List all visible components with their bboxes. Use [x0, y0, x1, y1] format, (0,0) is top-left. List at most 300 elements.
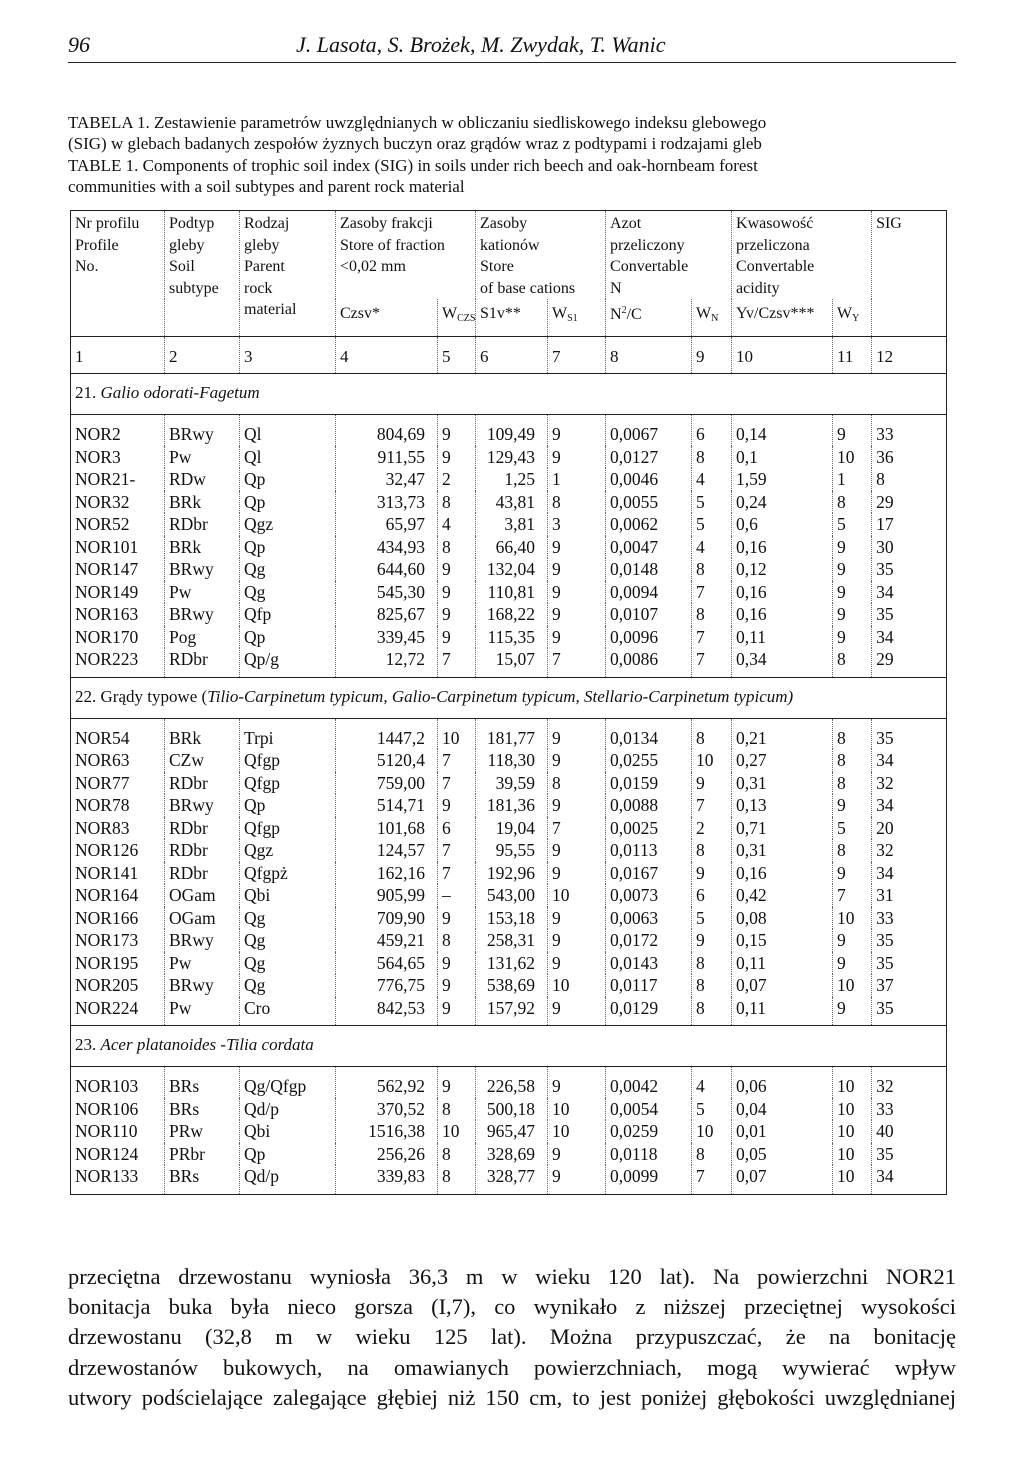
table-cell: 0,04 [732, 1098, 833, 1121]
table-cell: 9 [692, 772, 732, 795]
table-cell: 7 [548, 817, 606, 840]
table-cell: 7 [833, 884, 872, 907]
table-cell: NOR32 [71, 491, 165, 514]
table-row [71, 772, 947, 795]
table-cell: Pw [165, 997, 240, 1026]
section-title-italic: Tilio-Carpinetum typicum, Galio-Carpinetum typicum, Stellario-Carpinetum typicum) [207, 686, 794, 706]
section-number: 23. [75, 1035, 97, 1054]
table-cell: RDw [165, 468, 240, 491]
table-cell: 8 [438, 536, 476, 559]
table-cell: NOR141 [71, 862, 165, 885]
table-cell: 35 [872, 952, 947, 975]
table-cell: 8 [692, 718, 732, 749]
column-number: 2 [165, 337, 240, 374]
table-cell: 5 [833, 817, 872, 840]
table-cell: 1516,38 [336, 1120, 438, 1143]
table-cell: 0,0143 [606, 952, 692, 975]
table-cell: 9 [833, 558, 872, 581]
table-cell: 434,93 [336, 536, 438, 559]
table-cell: 9 [833, 581, 872, 604]
table-cell: 9 [548, 952, 606, 975]
table-cell: 0,0088 [606, 794, 692, 817]
table-cell: 1,59 [732, 468, 833, 491]
table-cell: NOR21- [71, 468, 165, 491]
table-cell: 0,11 [732, 952, 833, 975]
table-cell: 0,0073 [606, 884, 692, 907]
table-cell: 709,90 [336, 907, 438, 930]
table-cell: NOR205 [71, 974, 165, 997]
table-cell: RDbr [165, 772, 240, 795]
column-number: 8 [606, 337, 692, 374]
table-cell: 131,62 [476, 952, 548, 975]
table-cell: NOR163 [71, 603, 165, 626]
caption-line: TABELA 1. Zestawienie parametrów uwzględnianych w obliczaniu siedliskowego indeksu glebowego [68, 113, 767, 132]
table-cell: 9 [833, 415, 872, 446]
table-cell: Qg [240, 581, 336, 604]
table-cell: 0,31 [732, 839, 833, 862]
table-cell: 8 [692, 974, 732, 997]
table-cell: 0,05 [732, 1143, 833, 1166]
section-number: 21. [75, 383, 97, 402]
table-cell: 35 [872, 1143, 947, 1166]
table-cell: 10 [833, 1165, 872, 1194]
table-cell: 564,65 [336, 952, 438, 975]
table-cell: 7 [438, 749, 476, 772]
table-cell: 9 [548, 907, 606, 930]
table-cell: 124,57 [336, 839, 438, 862]
table-cell: 0,11 [732, 626, 833, 649]
table-cell: NOR78 [71, 794, 165, 817]
table-cell: 10 [438, 1120, 476, 1143]
table-cell: 35 [872, 929, 947, 952]
table-cell: 0,0025 [606, 817, 692, 840]
header-czsv: Czsv* [336, 299, 438, 337]
table-cell: 9 [692, 929, 732, 952]
table-cell: 0,21 [732, 718, 833, 749]
table-cell: BRk [165, 536, 240, 559]
table-cell: NOR149 [71, 581, 165, 604]
table-cell: Pw [165, 446, 240, 469]
table-cell: 459,21 [336, 929, 438, 952]
table-cell: BRk [165, 491, 240, 514]
table-cell: 0,1 [732, 446, 833, 469]
table-cell: 7 [692, 648, 732, 677]
table-row [71, 839, 947, 862]
table-cell: Qp [240, 626, 336, 649]
table-cell: 911,55 [336, 446, 438, 469]
table-row [71, 446, 947, 469]
header-n2c: $N^2/C$ [606, 299, 692, 337]
table-cell: 0,0127 [606, 446, 692, 469]
table-caption [68, 112, 956, 197]
table-cell: 9 [833, 626, 872, 649]
table-cell: NOR147 [71, 558, 165, 581]
table-cell: 8 [548, 772, 606, 795]
table-cell: 7 [692, 626, 732, 649]
table-cell: 9 [833, 952, 872, 975]
table-cell: NOR166 [71, 907, 165, 930]
table-cell: 9 [833, 997, 872, 1026]
table-cell: 8 [833, 749, 872, 772]
table-cell: 759,00 [336, 772, 438, 795]
table-cell: 6 [692, 884, 732, 907]
table-cell: 0,0046 [606, 468, 692, 491]
header-profile-no: Nr profilu Profile No. [71, 211, 165, 337]
table-cell: 8 [438, 1098, 476, 1121]
table-row [71, 1098, 947, 1121]
column-number: 9 [692, 337, 732, 374]
section-title-italic: Galio odorati-Fagetum [100, 383, 260, 402]
section-row [71, 1026, 947, 1067]
table-row [71, 997, 947, 1026]
table-cell: NOR63 [71, 749, 165, 772]
header-wczs: $W_{CZS}$ [438, 299, 476, 337]
table-cell: 31 [872, 884, 947, 907]
table-cell: 33 [872, 415, 947, 446]
table-cell: NOR3 [71, 446, 165, 469]
table-cell: NOR224 [71, 997, 165, 1026]
table-cell: 34 [872, 862, 947, 885]
table-cell: 36 [872, 446, 947, 469]
table-cell: 9 [438, 581, 476, 604]
table-cell: 0,31 [732, 772, 833, 795]
table-cell: 9 [548, 839, 606, 862]
table-cell: 5 [692, 513, 732, 536]
body-line: drzewostanu (32,8 m w wieku 125 lat). Można przypuszczać, że na bonitację [68, 1324, 956, 1350]
table-cell: 9 [833, 536, 872, 559]
table-row [71, 558, 947, 581]
table-cell: 8 [438, 491, 476, 514]
table-cell: 514,71 [336, 794, 438, 817]
table-cell: 0,15 [732, 929, 833, 952]
table-cell: Qg [240, 558, 336, 581]
table-cell: 0,27 [732, 749, 833, 772]
table-cell: 8 [438, 1143, 476, 1166]
table-row [71, 1165, 947, 1194]
table-cell: NOR2 [71, 415, 165, 446]
table-cell: 9 [833, 862, 872, 885]
table-cell: 9 [548, 626, 606, 649]
table-cell: 0,16 [732, 603, 833, 626]
table-header-row [71, 211, 947, 300]
table-cell: 0,0113 [606, 839, 692, 862]
table-row [71, 929, 947, 952]
table-cell: – [438, 884, 476, 907]
table-cell: 0,0129 [606, 997, 692, 1026]
table-cell: 40 [872, 1120, 947, 1143]
table-row [71, 1120, 947, 1143]
table-cell: Qp [240, 468, 336, 491]
table-row [71, 536, 947, 559]
header-soil-subtype: Podtyp gleby Soil subtype [165, 211, 240, 337]
table-cell: 33 [872, 907, 947, 930]
running-authors: J. Lasota, S. Brożek, M. Zwydak, T. Wanic [296, 32, 666, 57]
table-cell: Qgz [240, 513, 336, 536]
table-cell: 4 [692, 468, 732, 491]
table-cell: 7 [692, 1165, 732, 1194]
table-cell: 8 [833, 718, 872, 749]
table-row [71, 884, 947, 907]
table-cell: 4 [438, 513, 476, 536]
table-cell: 9 [438, 415, 476, 446]
caption-line: TABLE 1. Components of trophic soil index (SIG) in soils under rich beech and oak-hornbeam forest [68, 155, 758, 175]
table-cell: NOR126 [71, 839, 165, 862]
table-cell: 6 [692, 415, 732, 446]
table-cell: 5120,4 [336, 749, 438, 772]
table-row [71, 513, 947, 536]
table-cell: 0,16 [732, 581, 833, 604]
table-cell: 10 [833, 974, 872, 997]
table-cell: 8 [692, 603, 732, 626]
table-cell: 1 [833, 468, 872, 491]
table-cell: Qgz [240, 839, 336, 862]
column-number: 3 [240, 337, 336, 374]
table-cell: 9 [548, 718, 606, 749]
table-cell: 10 [833, 907, 872, 930]
table-cell: 543,00 [476, 884, 548, 907]
table-row [71, 862, 947, 885]
table-cell: 8 [692, 997, 732, 1026]
table-cell: 0,0099 [606, 1165, 692, 1194]
table-cell: 0,0172 [606, 929, 692, 952]
column-number: 5 [438, 337, 476, 374]
table-cell: 0,0062 [606, 513, 692, 536]
table-cell: 965,47 [476, 1120, 548, 1143]
table-cell: 37 [872, 974, 947, 997]
table-cell: 370,52 [336, 1098, 438, 1121]
table-cell: 6 [438, 817, 476, 840]
table-cell: 5 [692, 1098, 732, 1121]
table-cell: 5 [692, 491, 732, 514]
table-cell: 35 [872, 997, 947, 1026]
table-cell: 0,0107 [606, 603, 692, 626]
table-cell: 34 [872, 581, 947, 604]
table-cell: Qp [240, 794, 336, 817]
table-cell: 15,07 [476, 648, 548, 677]
table-cell: 0,0042 [606, 1067, 692, 1098]
table-cell: 0,0055 [606, 491, 692, 514]
table-cell: 32,47 [336, 468, 438, 491]
table-cell: 9 [438, 626, 476, 649]
table-cell: 0,0167 [606, 862, 692, 885]
header-wy: $W_Y$ [833, 299, 872, 337]
header-base-cations: Zasoby kationów Store of base cations [476, 211, 606, 300]
table-cell: BRs [165, 1165, 240, 1194]
table-cell: 34 [872, 749, 947, 772]
table-cell: NOR133 [71, 1165, 165, 1194]
table-row [71, 626, 947, 649]
table-cell: CZw [165, 749, 240, 772]
table-cell: 8 [833, 491, 872, 514]
table-row [71, 468, 947, 491]
table-cell: PRw [165, 1120, 240, 1143]
section-title [71, 677, 947, 718]
table-cell: BRwy [165, 974, 240, 997]
table-cell: 0,0255 [606, 749, 692, 772]
table-cell: 500,18 [476, 1098, 548, 1121]
table-cell: 17 [872, 513, 947, 536]
section-title [71, 374, 947, 415]
header-acidity: Kwasowość przeliczona Convertable acidity [732, 211, 872, 300]
table-cell: 9 [833, 929, 872, 952]
table-cell: 0,0117 [606, 974, 692, 997]
body-line: przeciętna drzewostanu wyniosła 36,3 m w wieku 120 lat). Na powierzchni NOR21 [68, 1264, 956, 1289]
table-cell: Qfgpż [240, 862, 336, 885]
table-cell: 101,68 [336, 817, 438, 840]
table-cell: 7 [438, 862, 476, 885]
table-cell: Qp [240, 536, 336, 559]
table-cell: 9 [692, 862, 732, 885]
column-number: 12 [872, 337, 947, 374]
table-row [71, 907, 947, 930]
table-cell: Qp/g [240, 648, 336, 677]
table-cell: Qp [240, 1143, 336, 1166]
table-cell: 5 [833, 513, 872, 536]
table-cell: 0,16 [732, 862, 833, 885]
section-number: 22. [75, 686, 97, 706]
column-number: 10 [732, 337, 833, 374]
table-cell: PRbr [165, 1143, 240, 1166]
table-cell: 9 [548, 929, 606, 952]
table-cell: 35 [872, 558, 947, 581]
table-cell: 9 [438, 952, 476, 975]
table-cell: 19,04 [476, 817, 548, 840]
table-cell: 7 [692, 794, 732, 817]
section-row [71, 677, 947, 718]
table-cell: 8 [692, 446, 732, 469]
table-cell: 9 [548, 1143, 606, 1166]
column-number: 1 [71, 337, 165, 374]
table-cell: 34 [872, 794, 947, 817]
table-row [71, 581, 947, 604]
column-number: 11 [833, 337, 872, 374]
table-cell: 7 [548, 648, 606, 677]
table-cell: 8 [872, 468, 947, 491]
table-cell: Qg [240, 907, 336, 930]
table-cell: 7 [438, 648, 476, 677]
table-cell: 825,67 [336, 603, 438, 626]
table-cell: 0,07 [732, 1165, 833, 1194]
table-cell: 9 [438, 446, 476, 469]
table-row [71, 952, 947, 975]
table-cell: 10 [833, 446, 872, 469]
table-cell: 8 [692, 558, 732, 581]
table-cell: 0,07 [732, 974, 833, 997]
table-cell: 0,0086 [606, 648, 692, 677]
table-cell: Pw [165, 581, 240, 604]
table-cell: 39,59 [476, 772, 548, 795]
table-cell: 8 [833, 772, 872, 795]
table-cell: 32 [872, 772, 947, 795]
table-row [71, 1067, 947, 1098]
table-cell: 7 [438, 839, 476, 862]
table-row [71, 749, 947, 772]
table-cell: 10 [833, 1067, 872, 1098]
table-row [71, 718, 947, 749]
table-cell: 905,99 [336, 884, 438, 907]
table-cell: 8 [692, 952, 732, 975]
caption-line: (SIG) w glebach badanych zespołów żyznych buczyn oraz grądów wraz z podtypami i rodzajami gleb [68, 134, 762, 154]
table-cell: 339,45 [336, 626, 438, 649]
table-cell: Qd/p [240, 1165, 336, 1194]
table-cell: RDbr [165, 862, 240, 885]
running-header [68, 30, 956, 63]
table-cell: 644,60 [336, 558, 438, 581]
table-cell: OGam [165, 907, 240, 930]
table-cell: Cro [240, 997, 336, 1026]
table-row [71, 1143, 947, 1166]
table-cell: 9 [548, 794, 606, 817]
table-cell: 0,0118 [606, 1143, 692, 1166]
table-cell: 0,0094 [606, 581, 692, 604]
table-cell: 226,58 [476, 1067, 548, 1098]
table-cell: 66,40 [476, 536, 548, 559]
table-cell: 9 [548, 997, 606, 1026]
table-cell: 545,30 [336, 581, 438, 604]
table-cell: Qfp [240, 603, 336, 626]
table-cell: RDbr [165, 648, 240, 677]
table-cell: 95,55 [476, 839, 548, 862]
table-cell: Qfgp [240, 772, 336, 795]
table-cell: NOR195 [71, 952, 165, 975]
table-cell: 0,6 [732, 513, 833, 536]
table-cell: BRk [165, 718, 240, 749]
table-cell: 30 [872, 536, 947, 559]
section-title-italic: Acer platanoides -Tilia cordata [100, 1035, 314, 1054]
section-title [71, 1026, 947, 1067]
table-cell: 328,69 [476, 1143, 548, 1166]
table-cell: Trpi [240, 718, 336, 749]
table-cell: Pw [165, 952, 240, 975]
table-cell: BRwy [165, 415, 240, 446]
caption-line: communities with a soil subtypes and parent rock material [68, 176, 465, 196]
header-sig: SIG [872, 211, 947, 337]
table-cell: 10 [833, 1098, 872, 1121]
table-cell: 776,75 [336, 974, 438, 997]
table-cell: 0,0134 [606, 718, 692, 749]
table-cell: BRwy [165, 603, 240, 626]
table-cell: 9 [548, 862, 606, 885]
table-cell: 8 [833, 648, 872, 677]
table-cell: 562,92 [336, 1067, 438, 1098]
table-cell: 842,53 [336, 997, 438, 1026]
header-parent-rock: Rodzaj gleby Parent rock material [240, 211, 336, 337]
table-cell: 9 [833, 794, 872, 817]
header-ws1: $W_{S1}$ [548, 299, 606, 337]
table-cell: BRs [165, 1067, 240, 1098]
table-cell: 10 [833, 1143, 872, 1166]
table-cell: Qbi [240, 884, 336, 907]
table-cell: 10 [692, 749, 732, 772]
table-cell: 2 [692, 817, 732, 840]
table-cell: 8 [692, 839, 732, 862]
table-cell: 10 [692, 1120, 732, 1143]
table-row [71, 415, 947, 446]
table-cell: 8 [548, 491, 606, 514]
table-cell: NOR170 [71, 626, 165, 649]
table-cell: RDbr [165, 513, 240, 536]
table-cell: 9 [548, 446, 606, 469]
table-cell: Qg [240, 929, 336, 952]
table-row [71, 974, 947, 997]
table-cell: 0,0047 [606, 536, 692, 559]
table-cell: 10 [548, 1098, 606, 1121]
table-cell: 181,36 [476, 794, 548, 817]
table-cell: 181,77 [476, 718, 548, 749]
table-cell: 0,0148 [606, 558, 692, 581]
table-cell: 3,81 [476, 513, 548, 536]
table-row [71, 794, 947, 817]
